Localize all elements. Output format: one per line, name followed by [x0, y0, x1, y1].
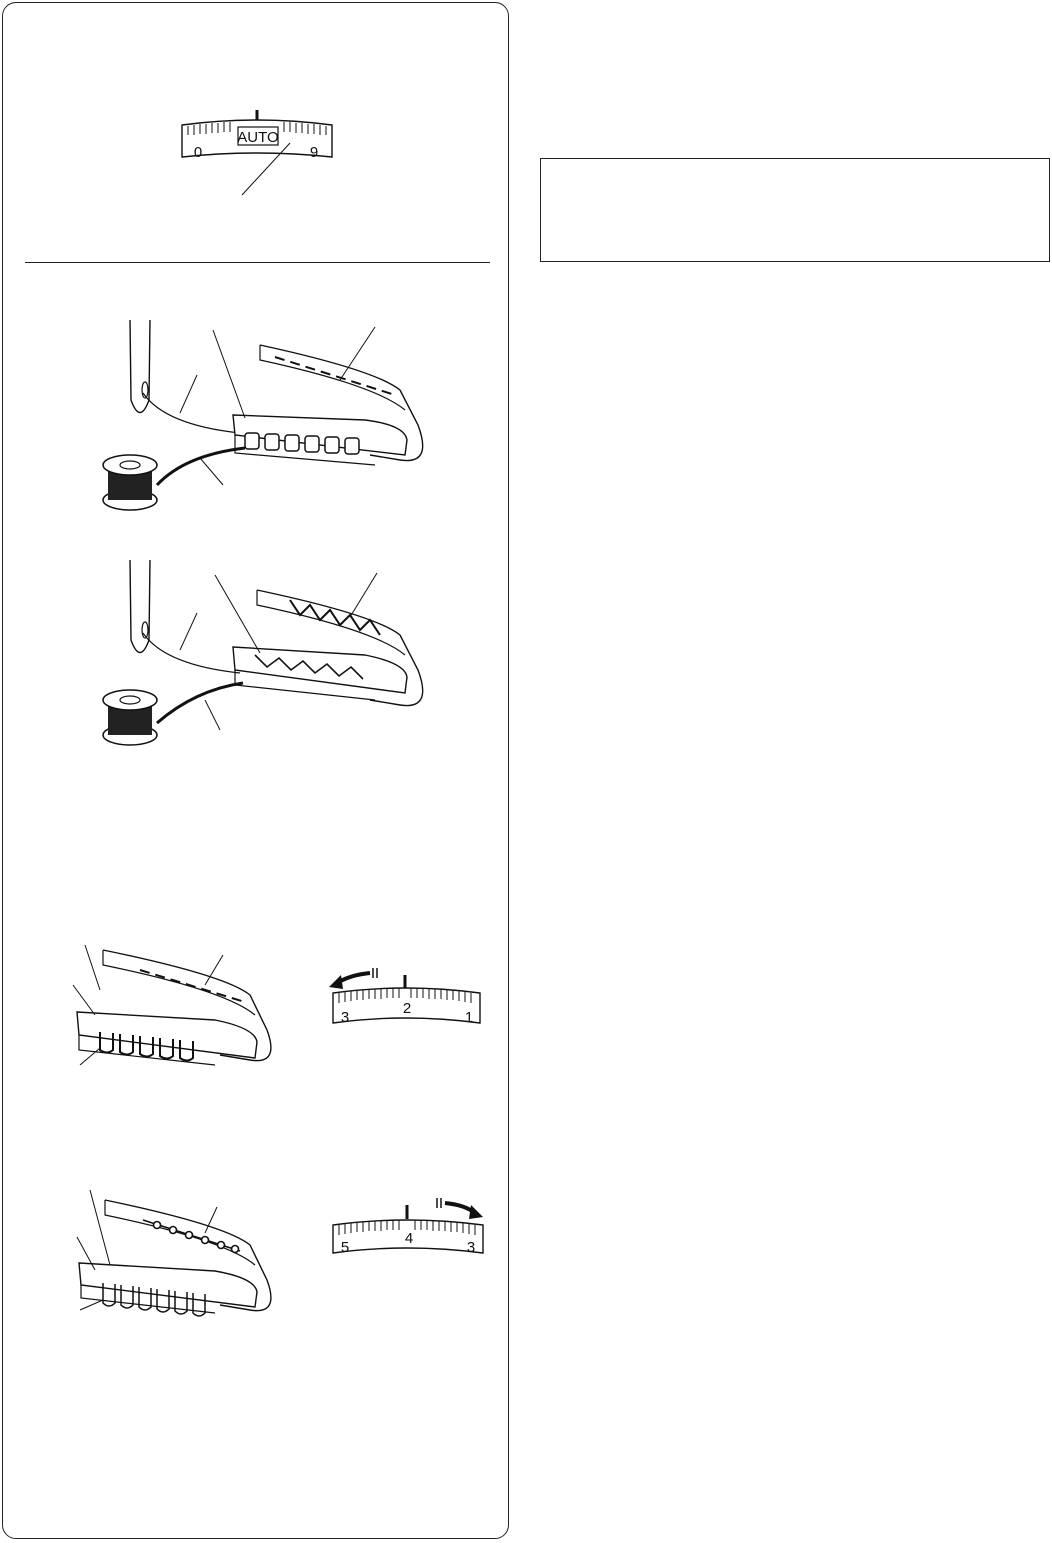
tension-dial-loosen — [325, 965, 485, 1035]
tension-dial-tighten — [325, 1195, 490, 1265]
section-divider — [25, 262, 490, 263]
arrow-right-icon — [437, 1198, 483, 1219]
dial-right-label: 3 — [466, 1239, 476, 1256]
tension-too-loose-diagram — [55, 1185, 305, 1325]
straight-stitch-diagram — [95, 315, 455, 525]
bobbin-icon — [103, 455, 157, 510]
arrow-left-icon — [329, 968, 377, 989]
dial-left-label: 5 — [340, 1239, 350, 1256]
dial-left-label: 3 — [340, 1009, 350, 1026]
dial-center-label: 2 — [402, 1000, 412, 1017]
dial-min-label: 0 — [193, 144, 203, 161]
tension-dial-auto — [170, 105, 350, 205]
dial-auto-mark: AUTO — [237, 129, 279, 146]
dial-center-label: 4 — [404, 1230, 414, 1247]
tension-too-tight-diagram — [55, 940, 305, 1080]
zigzag-stitch-diagram — [95, 555, 455, 760]
dial-right-label: 1 — [464, 1009, 474, 1026]
bobbin-icon — [103, 690, 157, 745]
note-box — [540, 158, 1050, 262]
dial-max-label: 9 — [309, 144, 319, 161]
